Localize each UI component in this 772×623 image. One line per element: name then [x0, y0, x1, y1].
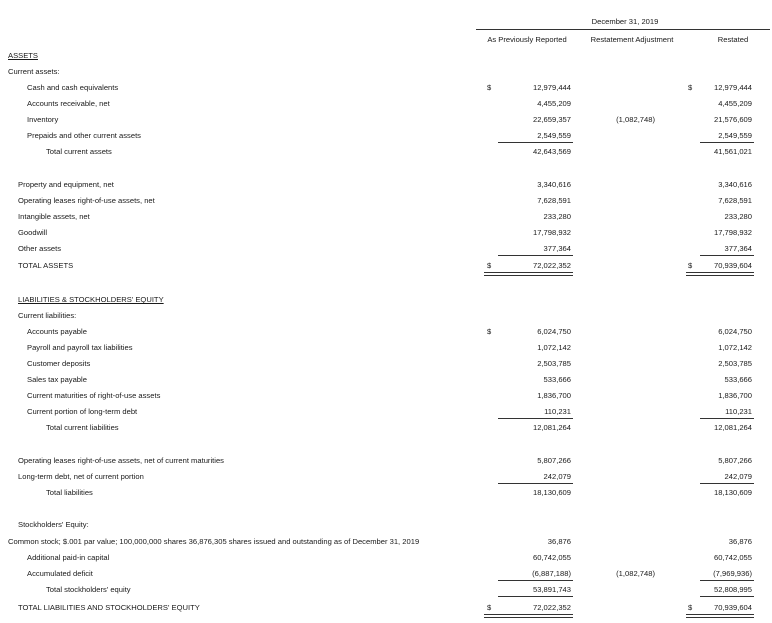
subtotal-rule [498, 255, 573, 256]
subtotal-rule [700, 142, 754, 143]
value-prev: 2,549,559 [537, 131, 571, 140]
value-prev: 12,081,264 [532, 423, 571, 432]
dollar-sign: $ [487, 327, 492, 336]
value-rest: 17,798,932 [713, 228, 752, 237]
row-label: Property and equipment, net [18, 180, 114, 189]
value-rest: 12,081,264 [713, 423, 752, 432]
value-rest: 12,979,444 [713, 83, 752, 92]
subtotal-rule [700, 580, 754, 581]
row-label: Intangible assets, net [18, 212, 90, 221]
value-rest: 5,807,266 [718, 456, 752, 465]
subtotal-rule [700, 418, 754, 419]
value-prev: 17,798,932 [532, 228, 571, 237]
value-prev: 110,231 [544, 407, 571, 416]
row-label: Operating leases right-of-use assets, net of current maturities [18, 456, 224, 465]
value-prev: 2,503,785 [537, 359, 571, 368]
value-prev: 53,891,743 [532, 585, 571, 594]
value-prev: 36,876 [547, 537, 571, 546]
value-rest: 18,130,609 [713, 488, 752, 497]
row-label: ASSETS [8, 51, 38, 60]
value-rest: 533,666 [724, 375, 752, 384]
row-label: Accounts receivable, net [27, 99, 110, 108]
total-double-rule [484, 272, 573, 276]
value-rest: 233,280 [724, 212, 752, 221]
value-rest: 52,808,995 [713, 585, 752, 594]
dollar-sign: $ [688, 261, 693, 270]
value-prev: 72,022,352 [532, 261, 571, 270]
row-label: Current liabilities: [18, 311, 77, 320]
dollar-sign: $ [487, 83, 492, 92]
row-label: LIABILITIES & STOCKHOLDERS' EQUITY [18, 295, 164, 304]
column-header-restatement-adjustment: Restatement Adjustment [590, 35, 674, 44]
row-label: Additional paid-in capital [27, 553, 110, 562]
total-double-rule [484, 614, 573, 618]
value-prev: 5,807,266 [537, 456, 571, 465]
total-double-rule [686, 614, 754, 618]
value-rest: 60,742,055 [713, 553, 752, 562]
value-prev: 242,079 [543, 472, 571, 481]
value-prev: 377,364 [543, 244, 571, 253]
value-rest: 4,455,209 [718, 99, 752, 108]
value-prev: 233,280 [543, 212, 571, 221]
value-prev: 3,340,616 [537, 180, 571, 189]
value-adj: (1,082,748) [616, 569, 655, 578]
value-rest: (7,969,936) [713, 569, 752, 578]
total-double-rule [686, 272, 754, 276]
value-rest: 6,024,750 [718, 327, 752, 336]
row-label: Total stockholders' equity [46, 585, 131, 594]
value-rest: 3,340,616 [718, 180, 752, 189]
value-prev: 22,659,357 [532, 115, 571, 124]
row-label: Sales tax payable [27, 375, 87, 384]
row-label: Current maturities of right-of-use assets [27, 391, 161, 400]
row-label: Cash and cash equivalents [27, 83, 119, 92]
row-label: Goodwill [18, 228, 48, 237]
row-label: Accounts payable [27, 327, 87, 336]
row-label: Total current liabilities [46, 423, 119, 432]
row-label: Payroll and payroll tax liabilities [27, 343, 133, 352]
dollar-sign: $ [487, 603, 492, 612]
row-label: TOTAL LIABILITIES AND STOCKHOLDERS' EQUITY [18, 603, 200, 612]
value-rest: 41,561,021 [713, 147, 752, 156]
row-label: Long-term debt, net of current portion [18, 472, 144, 481]
row-label: Inventory [27, 115, 59, 124]
row-label: Current portion of long-term debt [27, 407, 138, 416]
value-rest: 36,876 [728, 537, 752, 546]
period-header: December 31, 2019 [591, 17, 659, 26]
row-label: Current assets: [8, 67, 60, 76]
value-rest: 1,072,142 [718, 343, 752, 352]
row-label: Total liabilities [46, 488, 93, 497]
value-rest: 2,503,785 [718, 359, 752, 368]
value-rest: 2,549,559 [718, 131, 752, 140]
subtotal-rule [700, 255, 754, 256]
dollar-sign: $ [487, 261, 492, 270]
value-prev: 7,628,591 [537, 196, 571, 205]
column-header-restated: Restated [717, 35, 749, 44]
subtotal-rule [498, 142, 573, 143]
value-rest: 110,231 [725, 407, 752, 416]
value-prev: 60,742,055 [532, 553, 571, 562]
row-label: Prepaids and other current assets [27, 131, 141, 140]
subtotal-rule [498, 483, 573, 484]
subtotal-rule [700, 596, 754, 597]
value-prev: 6,024,750 [537, 327, 571, 336]
value-rest: 70,939,604 [713, 603, 752, 612]
subtotal-rule [498, 580, 573, 581]
value-prev: 1,836,700 [537, 391, 571, 400]
row-label: Accumulated deficit [27, 569, 93, 578]
value-rest: 377,364 [724, 244, 752, 253]
value-rest: 21,576,609 [713, 115, 752, 124]
dollar-sign: $ [688, 603, 693, 612]
row-label: Operating leases right-of-use assets, net [18, 196, 155, 205]
row-label: Stockholders' Equity: [18, 520, 89, 529]
value-prev: 533,666 [543, 375, 571, 384]
value-rest: 7,628,591 [718, 196, 752, 205]
value-prev: 72,022,352 [532, 603, 571, 612]
value-prev: 12,979,444 [532, 83, 571, 92]
column-header-previously-reported: As Previously Reported [487, 35, 567, 44]
value-prev: 1,072,142 [537, 343, 571, 352]
dollar-sign: $ [688, 83, 693, 92]
period-underline [476, 29, 770, 30]
row-label: TOTAL ASSETS [18, 261, 74, 270]
value-prev: 42,643,569 [532, 147, 571, 156]
subtotal-rule [498, 418, 573, 419]
value-prev: 18,130,609 [532, 488, 571, 497]
subtotal-rule [498, 596, 573, 597]
subtotal-rule [700, 483, 754, 484]
value-rest: 1,836,700 [718, 391, 752, 400]
row-label: Customer deposits [27, 359, 91, 368]
value-rest: 70,939,604 [713, 261, 752, 270]
row-label: Other assets [18, 244, 62, 253]
value-adj: (1,082,748) [616, 115, 655, 124]
value-rest: 242,079 [724, 472, 752, 481]
row-label: Common stock; $.001 par value; 100,000,000 shares 36,876,305 shares issued and outstanding as of December 31, 2019 [8, 537, 420, 546]
value-prev: (6,887,188) [532, 569, 571, 578]
row-label: Total current assets [46, 147, 112, 156]
value-prev: 4,455,209 [537, 99, 571, 108]
